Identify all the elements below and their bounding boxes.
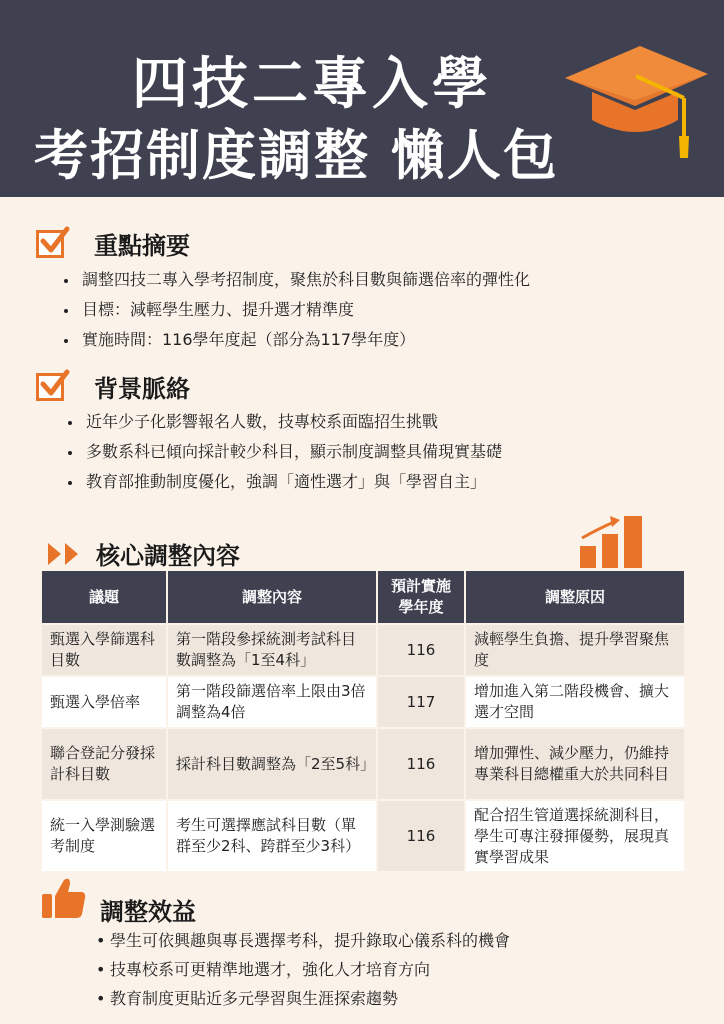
table-row [42,729,684,799]
background-title: 背景脈絡 [94,375,190,403]
cell-reason: 配合招生管道選採統測科目，學生可專注發揮優勢，展現真實學習成果 [466,801,684,871]
list-item: 多數系科已傾向採計較少科目，顯示制度調整具備現實基礎 [68,437,502,467]
header-topic: 議題 [42,571,166,623]
cell-year: 116 [378,801,464,871]
list-item: • 技專校系可更精準地選才，強化人才培育方向 [96,955,510,984]
cell-year: 116 [378,729,464,799]
summary-heading [36,226,190,261]
table-header-row [42,571,684,623]
cell-reason: 增加彈性、減少壓力，仍維持專業科目總權重大於共同科目 [466,729,684,799]
list-item: 近年少子化影響報名人數，技專校系面臨招生挑戰 [68,407,502,437]
background-list [68,407,502,497]
graduation-cap-icon [560,40,710,165]
benefits-heading [100,892,196,927]
cell-year: 116 [378,625,464,675]
list-item: 實施時間：116學年度起（部分為117學年度） [64,325,530,355]
title-line-1: 四技二專入學 [132,52,492,117]
summary-list [64,265,530,355]
bar-chart-arrow-icon [578,512,648,570]
table-row [42,625,684,675]
list-item: • 學生可依興趣與專長選擇考科，提升錄取心儀系科的機會 [96,926,510,955]
table-row [42,677,684,727]
list-item: 目標：減輕學生壓力、提升選才精準度 [64,295,530,325]
header-year-line2: 學年度 [398,598,444,616]
header-content: 調整內容 [168,571,376,623]
cell-topic: 統一入學測驗選考制度 [42,801,166,871]
checkbox-icon [36,230,64,258]
cell-reason: 減輕學生負擔、提升學習聚焦度 [466,625,684,675]
header-reason: 調整原因 [466,571,684,623]
list-item: 教育部推動制度優化，強調「適性選才」與「學習自主」 [68,467,502,497]
cell-topic: 甄選入學倍率 [42,677,166,727]
cell-content: 採計科目數調整為「2至5科」 [168,729,376,799]
benefits-list [96,926,510,1013]
checkbox-icon [36,373,64,401]
header-banner [0,0,724,197]
thumbs-up-icon [40,874,88,922]
cell-reason: 增加進入第二階段機會、擴大選才空間 [466,677,684,727]
core-title: 核心調整內容 [96,542,240,570]
cell-topic: 聯合登記分發採計科目數 [42,729,166,799]
background-heading [36,369,190,404]
list-item: 調整四技二專入學考招制度，聚焦於科目數與篩選倍率的彈性化 [64,265,530,295]
list-item: • 教育制度更貼近多元學習與生涯探索趨勢 [96,984,510,1013]
header-year-line1: 預計實施 [390,577,451,595]
double-chevron-icon [48,543,82,565]
benefits-title: 調整效益 [100,898,196,926]
core-heading [48,536,240,571]
title-line-2: 考招制度調整 懶人包 [34,124,559,187]
table-row [42,801,684,871]
cell-content: 第一階段篩選倍率上限由3倍調整為4倍 [168,677,376,727]
header-year [378,571,464,623]
cell-topic: 甄選入學篩選科目數 [42,625,166,675]
cell-content: 考生可選擇應試科目數（單群至少2科、跨群至少3科） [168,801,376,871]
cell-content: 第一階段參採統測考試科目數調整為「1至4科」 [168,625,376,675]
summary-title: 重點摘要 [94,232,190,260]
adjustment-table [40,569,686,873]
cell-year: 117 [378,677,464,727]
